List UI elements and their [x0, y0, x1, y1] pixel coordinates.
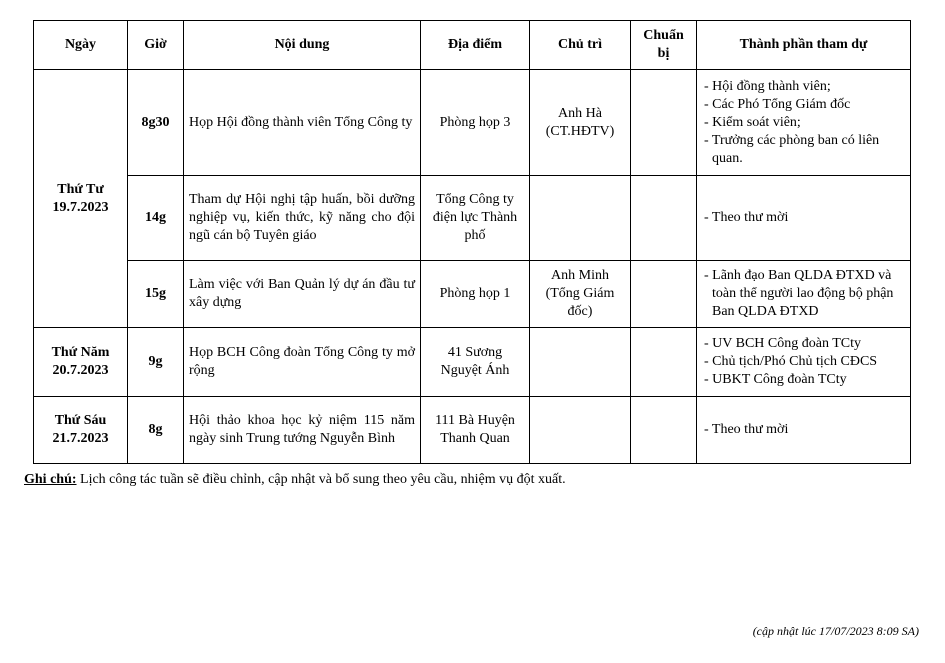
header-attendees: Thành phần tham dự: [697, 21, 911, 70]
prep-cell: [631, 328, 697, 397]
attendees-cell: [697, 328, 911, 397]
day-name: Thứ Năm: [51, 345, 110, 360]
place-cell: Tổng Công ty điện lực Thành phố: [421, 176, 530, 261]
place-cell: 111 Bà Huyện Thanh Quan: [421, 397, 530, 464]
place-cell: 41 Sương Nguyệt Ánh: [421, 328, 530, 397]
header-time: Giờ: [128, 21, 184, 70]
prep-cell: [631, 261, 697, 328]
note: [24, 472, 566, 488]
day-date: 21.7.2023: [52, 431, 109, 446]
day-date: 20.7.2023: [52, 363, 109, 378]
attendee-item: - Theo thư mời: [704, 210, 789, 225]
content-cell: Họp BCH Công đoàn Tổng Công ty mở rộng: [184, 328, 421, 397]
day-date: 19.7.2023: [52, 199, 109, 215]
attendees-cell: [697, 70, 911, 176]
attendee-item: - Theo thư mời: [704, 422, 789, 437]
attendee-item: - Các Phó Tổng Giám đốc: [704, 96, 851, 112]
day-cell: [34, 328, 128, 397]
attendees-cell: [697, 397, 911, 464]
header-prep-line1: Chuẩn: [643, 28, 684, 43]
prep-cell: [631, 397, 697, 464]
header-host: Chủ trì: [530, 21, 631, 70]
time-cell: 14g: [128, 176, 184, 261]
note-text: Lịch công tác tuần sẽ điều chỉnh, cập nhật và bổ sung theo yêu cầu, nhiệm vụ đột xuất.: [76, 472, 566, 487]
table-row: [34, 70, 911, 176]
header-prep: [631, 21, 697, 70]
content-cell: Hội thảo khoa học kỷ niệm 115 năm ngày sinh Trung tướng Nguyễn Bình: [184, 397, 421, 464]
table-row: [34, 328, 911, 397]
host-cell: [530, 328, 631, 397]
table-row: [34, 176, 911, 261]
attendee-item: - Hội đồng thành viên;: [704, 78, 831, 94]
header-day: Ngày: [34, 21, 128, 70]
header-place: Địa điểm: [421, 21, 530, 70]
attendee-item: - Kiểm soát viên;: [704, 114, 801, 130]
updated-timestamp: (cập nhật lúc 17/07/2023 8:09 SA): [752, 624, 919, 638]
place-cell: Phòng họp 3: [421, 70, 530, 176]
day-cell: [34, 70, 128, 328]
host-cell: [530, 176, 631, 261]
header-row: [34, 21, 911, 70]
prep-cell: [631, 176, 697, 261]
attendee-item: - Chủ tịch/Phó Chủ tịch CĐCS: [704, 354, 878, 369]
place-cell: Phòng họp 1: [421, 261, 530, 328]
attendee-item: - UBKT Công đoàn TCty: [704, 372, 847, 387]
day-name: Thứ Tư: [57, 181, 104, 197]
time-cell: 15g: [128, 261, 184, 328]
table-row: [34, 261, 911, 328]
header-prep-line2: bị: [657, 46, 670, 61]
time-cell: 8g30: [128, 70, 184, 176]
content-cell: Làm việc với Ban Quản lý dự án đầu tư xây dựng: [184, 261, 421, 328]
time-cell: 8g: [128, 397, 184, 464]
header-content: Nội dung: [184, 21, 421, 70]
host-cell: [530, 397, 631, 464]
prep-cell: [631, 70, 697, 176]
content-cell: Họp Hội đồng thành viên Tổng Công ty: [184, 70, 421, 176]
attendees-cell: [697, 261, 911, 328]
note-label: Ghi chú:: [24, 472, 77, 487]
time-cell: 9g: [128, 328, 184, 397]
host-cell: Anh Hà (CT.HĐTV): [530, 70, 631, 176]
day-name: Thứ Sáu: [54, 413, 107, 428]
attendee-item: - UV BCH Công đoàn TCty: [704, 336, 861, 351]
attendees-cell: [697, 176, 911, 261]
content-cell: Tham dự Hội nghị tập huấn, bồi dưỡng nghiệp vụ, kiến thức, kỹ năng cho đội ngũ cán bộ Tuyên giáo: [184, 176, 421, 261]
attendee-item: - Lãnh đạo Ban QLDA ĐTXD và toàn thể người lao động bộ phận Ban QLDA ĐTXD: [704, 268, 894, 319]
attendee-item: - Trưởng các phòng ban có liên quan.: [704, 132, 880, 166]
host-cell: Anh Minh (Tổng Giám đốc): [530, 261, 631, 328]
day-cell: [34, 397, 128, 464]
table-row: [34, 397, 911, 464]
schedule-table: [33, 20, 911, 464]
